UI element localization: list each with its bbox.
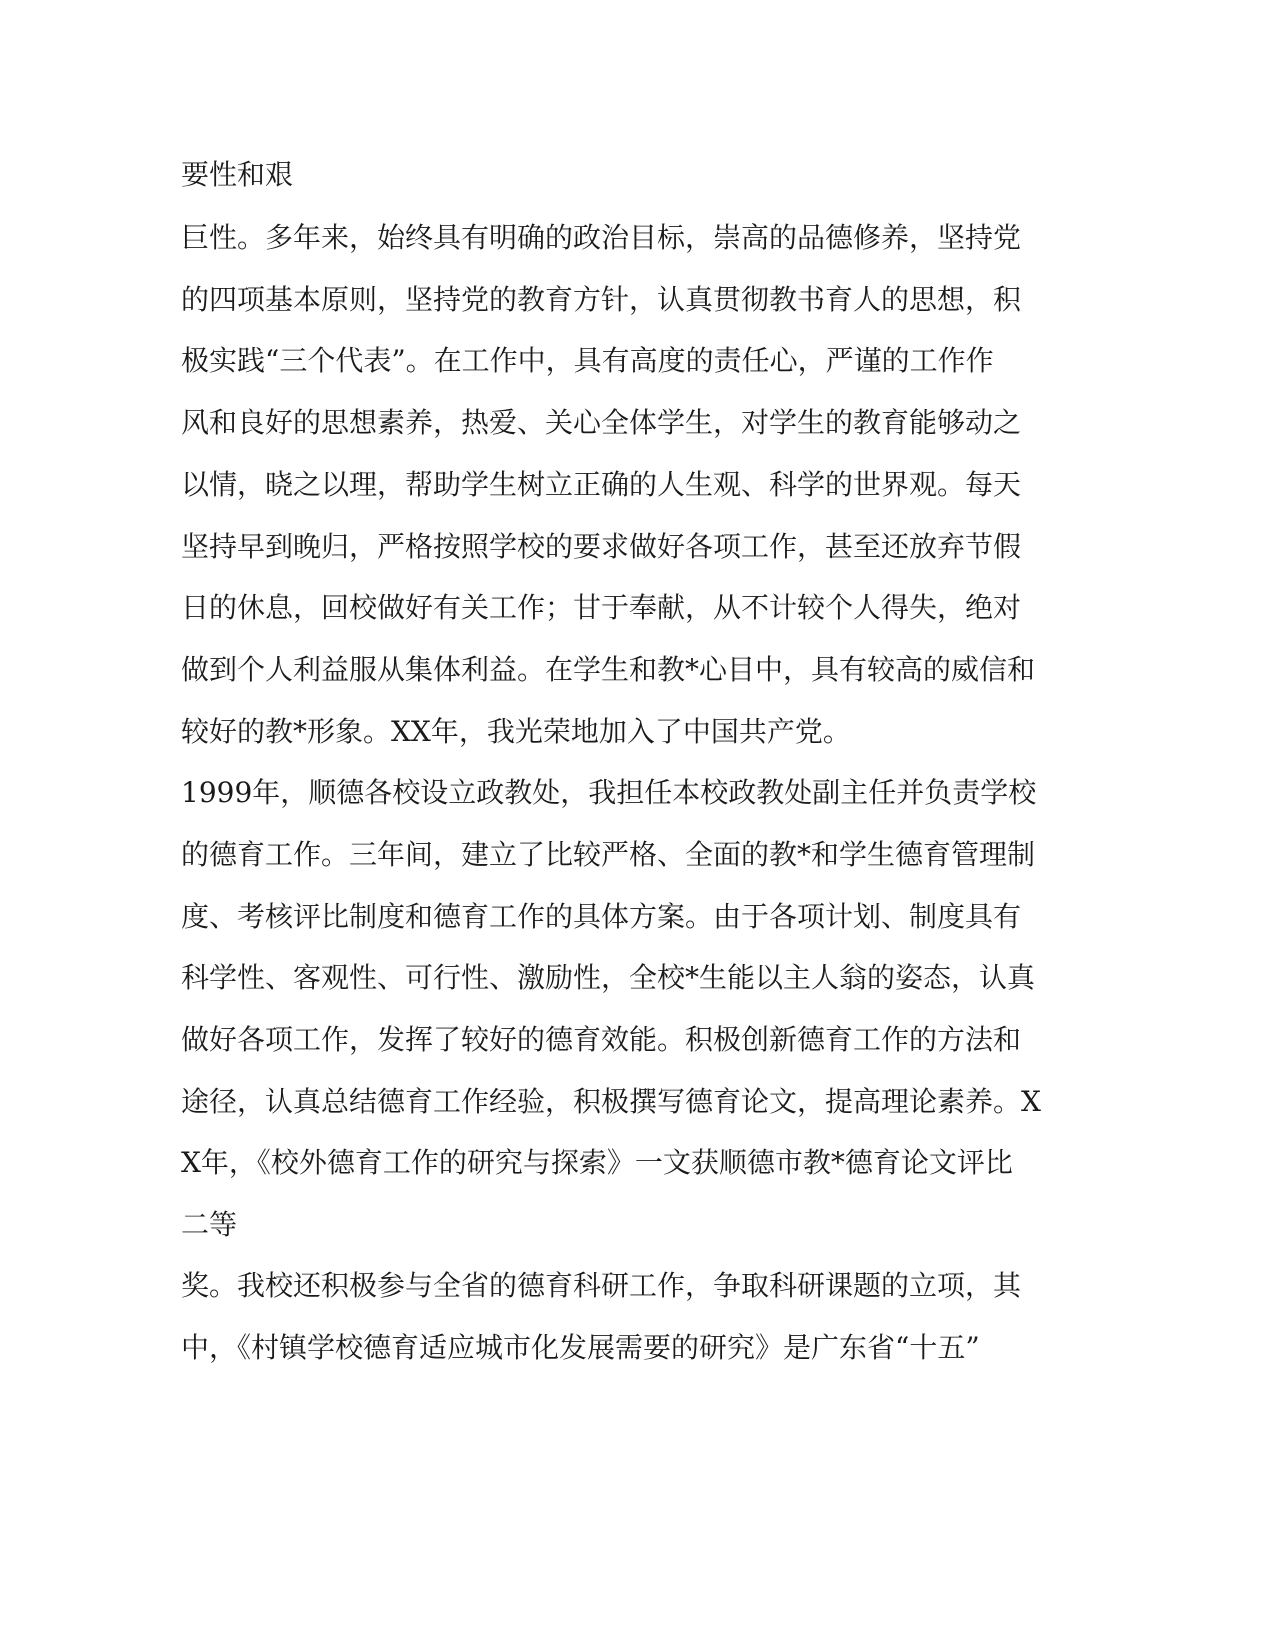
text-line: 做到个人利益服从集体利益。在学生和教*心目中，具有较高的威信和: [181, 653, 1036, 686]
text-line: 坚持早到晚归，严格按照学校的要求做好各项工作，甚至还放弃节假: [181, 530, 1022, 563]
text-line: 的德育工作。三年间，建立了比较严格、全面的教*和学生德育管理制: [181, 838, 1036, 871]
text-line: 以情，晓之以理，帮助学生树立正确的人生观、科学的世界观。每天: [181, 468, 1022, 501]
text-line: 途径，认真总结德育工作经验，积极撰写德育论文，提高理论素养。X: [181, 1085, 1041, 1118]
text-line: 要性和艰: [181, 158, 294, 191]
text-line: 的四项基本原则，坚持党的教育方针，认真贯彻教书育人的思想，积: [181, 283, 1022, 316]
text-line: 极实践“三个代表”。在工作中，具有高度的责任心，严谨的工作作: [181, 344, 994, 377]
text-line: X年，《校外德育工作的研究与探索》一文获顺德市教*德育论文评比: [181, 1146, 1013, 1179]
text-line: 二等: [181, 1208, 238, 1241]
text-line: 1999年，顺德各校设立政教处，我担任本校政教处副主任并负责学校: [181, 776, 1037, 809]
text-line: 做好各项工作，发挥了较好的德育效能。积极创新德育工作的方法和: [181, 1023, 1022, 1056]
text-line: 中，《村镇学校德育适应城市化发展需要的研究》是广东省“十五”: [181, 1331, 980, 1364]
text-line: 度、考核评比制度和德育工作的具体方案。由于各项计划、制度具有: [181, 900, 1022, 933]
text-line: 奖。我校还积极参与全省的德育科研工作，争取科研课题的立项，其: [181, 1269, 1022, 1302]
text-line: 巨性。多年来，始终具有明确的政治目标，崇高的品德修养，坚持党: [181, 221, 1022, 254]
text-line: 日的休息，回校做好有关工作；甘于奉献，从不计较个人得失，绝对: [181, 591, 1022, 624]
text-line: 科学性、客观性、可行性、激励性，全校*生能以主人翁的姿态，认真: [181, 961, 1036, 994]
text-line: 风和良好的思想素养，热爱、关心全体学生，对学生的教育能够动之: [181, 406, 1022, 439]
text-line: 较好的教*形象。XX年，我光荣地加入了中国共产党。: [181, 715, 851, 748]
